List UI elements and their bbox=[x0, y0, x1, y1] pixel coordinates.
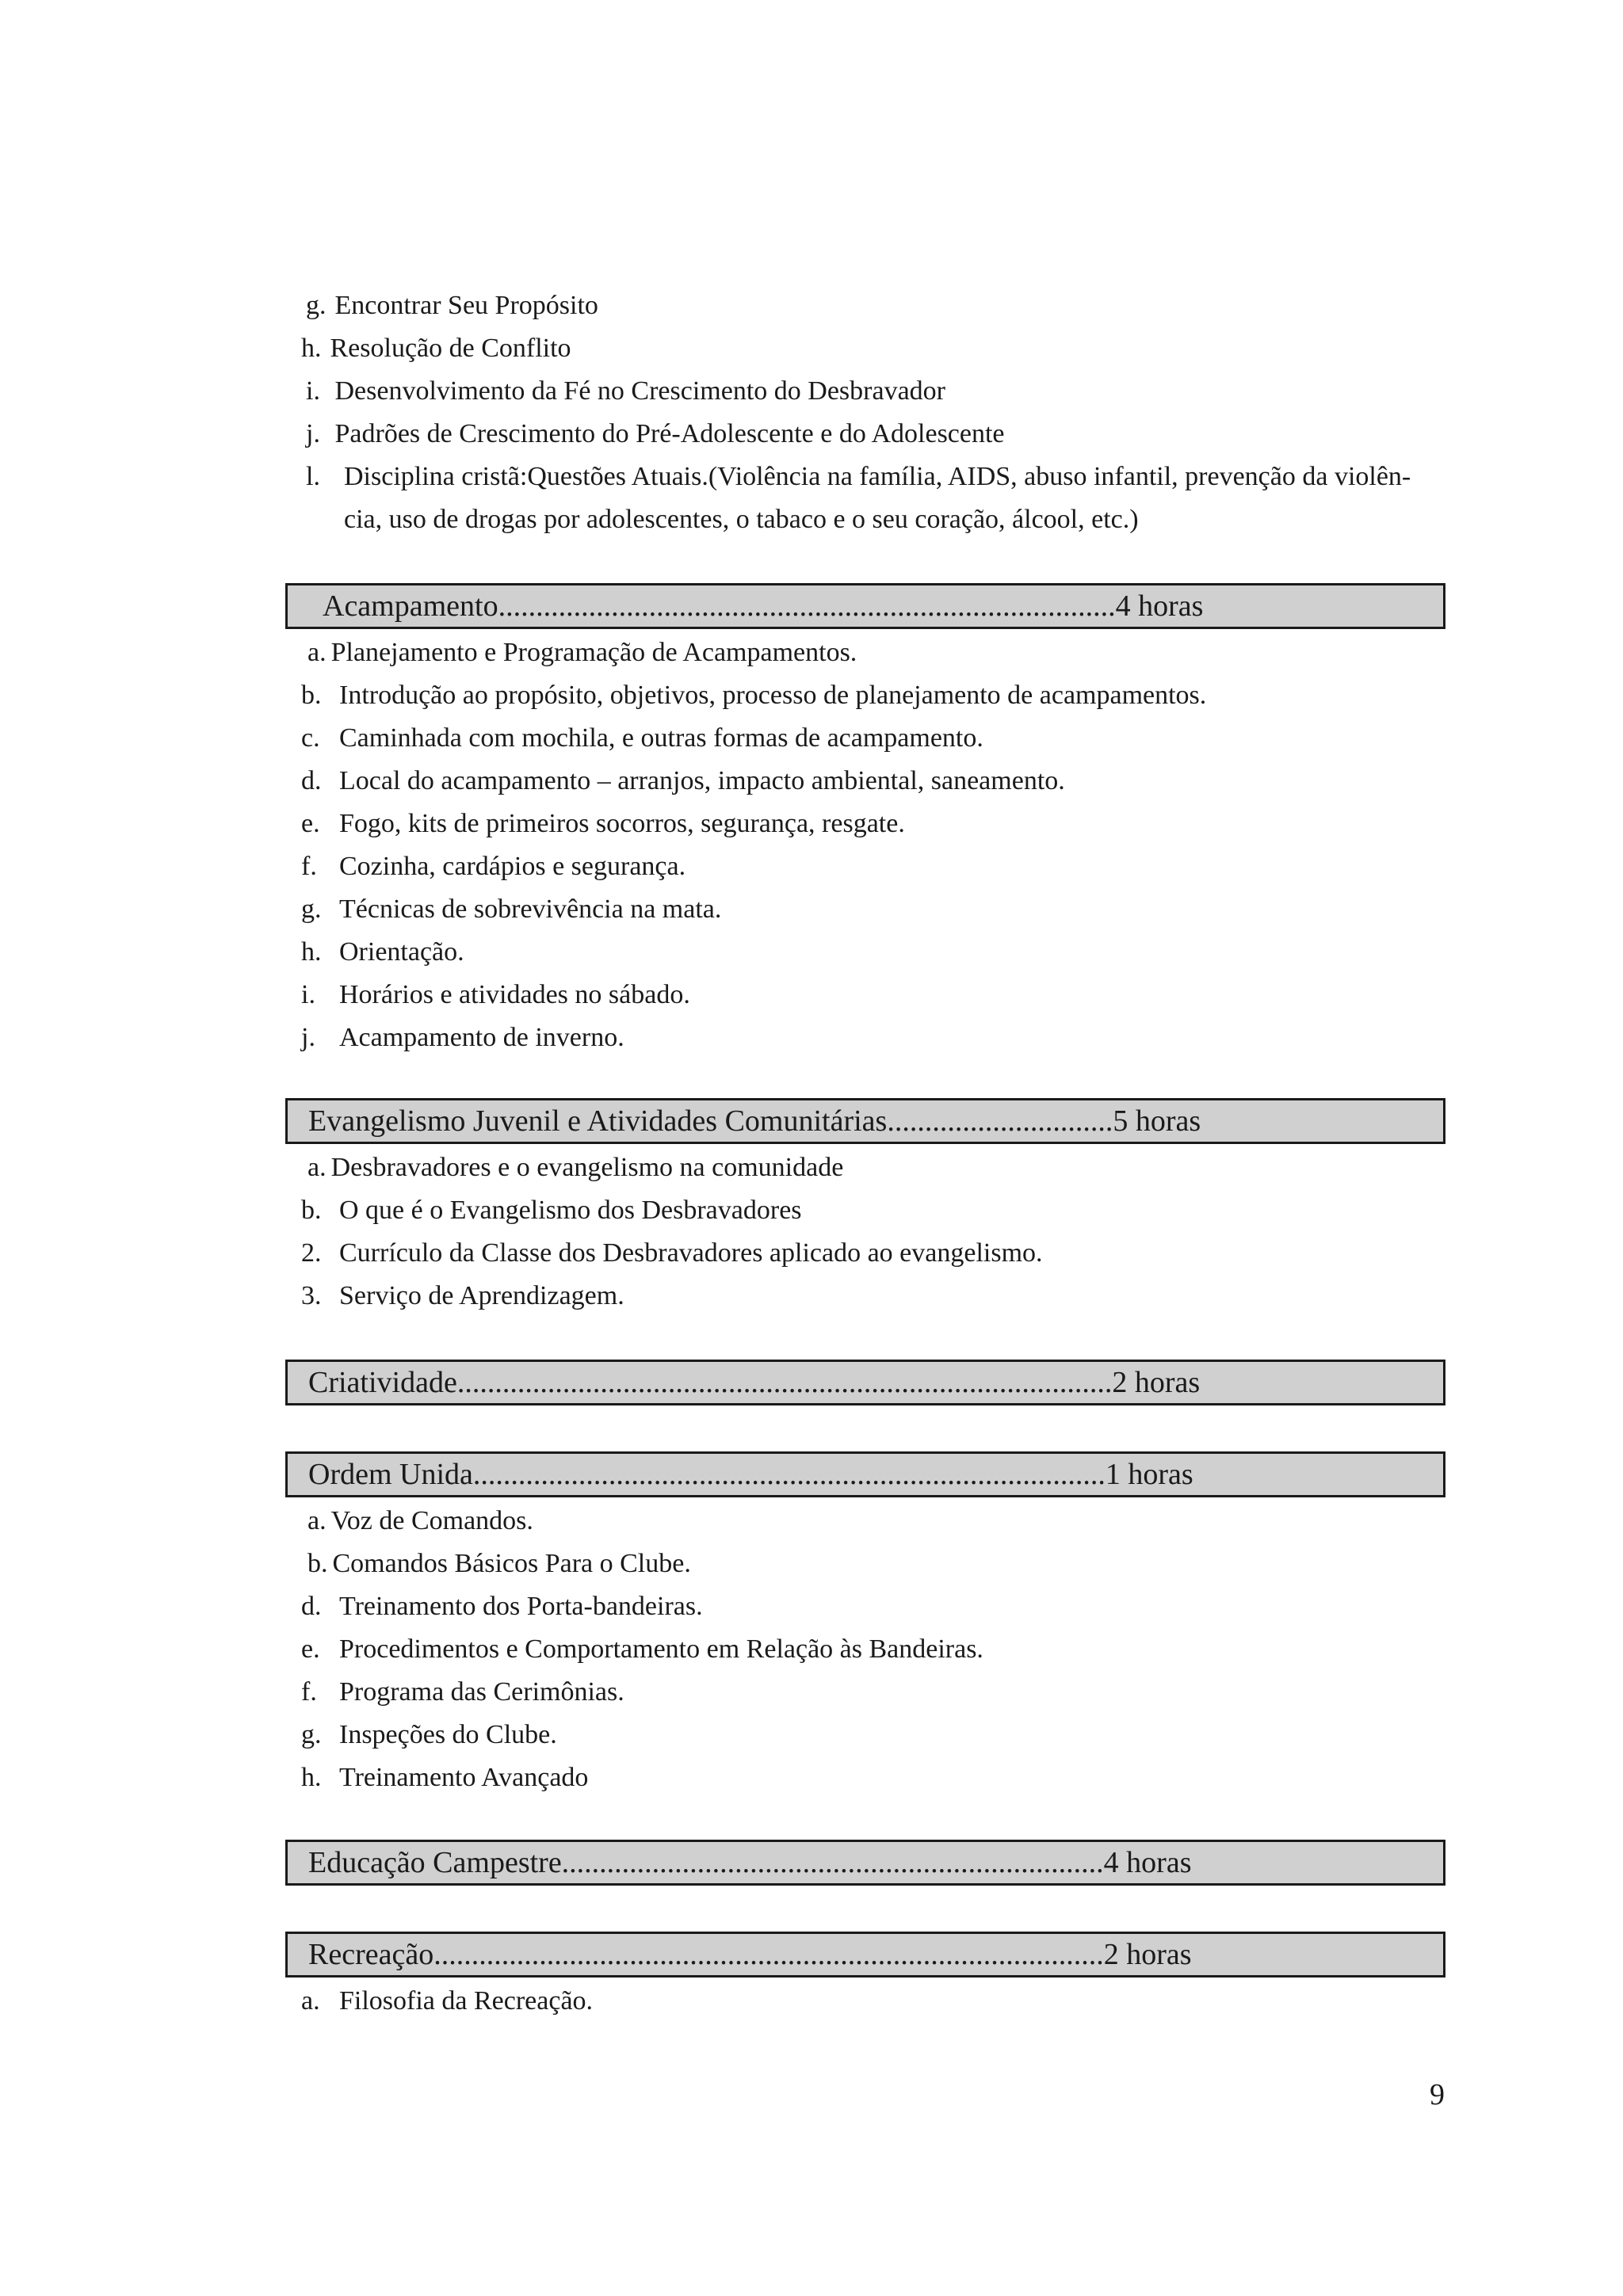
list-text: Voz de Comandos. bbox=[330, 1506, 533, 1535]
list-item bbox=[301, 333, 571, 364]
list-item bbox=[301, 851, 685, 883]
section-heading-label: Evangelismo Juvenil e Atividades Comunitárias..............................5 horas bbox=[308, 1104, 1201, 1138]
list-text: Treinamento dos Porta-bandeiras. bbox=[339, 1592, 703, 1621]
list-marker: d. bbox=[301, 1592, 322, 1621]
list-item bbox=[301, 1238, 1043, 1269]
list-item bbox=[306, 376, 945, 407]
list-text: Resolução de Conflito bbox=[330, 334, 571, 363]
list-item bbox=[301, 1195, 802, 1226]
list-item bbox=[301, 1280, 624, 1312]
list-item bbox=[301, 808, 905, 840]
list-item bbox=[307, 637, 857, 669]
list-text: Local do acampamento – arranjos, impacto ambiental, saneamento. bbox=[339, 766, 1065, 795]
list-marker: a. bbox=[307, 1153, 327, 1182]
list-marker: 3. bbox=[301, 1281, 322, 1310]
list-text: Disciplina cristã:Questões Atuais.(Violência na família, AIDS, abuso infantil, prevenção da violên- bbox=[344, 462, 1411, 491]
list-item bbox=[301, 1985, 593, 2017]
list-marker: h. bbox=[301, 334, 322, 363]
list-marker: 2. bbox=[301, 1238, 322, 1268]
list-marker: b. bbox=[301, 681, 322, 710]
list-text: Cozinha, cardápios e segurança. bbox=[339, 852, 686, 881]
list-text: Planejamento e Programação de Acampamentos. bbox=[330, 638, 857, 667]
list-marker: e. bbox=[301, 1634, 320, 1664]
section-heading-evangelismo bbox=[285, 1098, 1445, 1144]
list-item bbox=[301, 1634, 983, 1665]
list-text: Comandos Básicos Para o Clube. bbox=[332, 1549, 691, 1578]
list-marker: i. bbox=[306, 376, 320, 406]
section-heading-ordem-unida bbox=[285, 1451, 1445, 1497]
list-item bbox=[301, 1762, 588, 1794]
list-item bbox=[301, 979, 690, 1011]
list-text: Currículo da Classe dos Desbravadores aplicado ao evangelismo. bbox=[339, 1238, 1043, 1268]
section-heading-label: Criatividade.......................................................................................2 horas bbox=[308, 1366, 1201, 1399]
list-marker: j. bbox=[306, 419, 320, 448]
list-text: Caminhada com mochila, e outras formas de acampamento. bbox=[339, 723, 983, 753]
list-item bbox=[307, 1548, 691, 1580]
list-item bbox=[301, 1676, 624, 1708]
list-item bbox=[301, 1719, 557, 1751]
section-heading-educacao-campestre bbox=[285, 1840, 1445, 1886]
list-text: O que é o Evangelismo dos Desbravadores bbox=[339, 1196, 802, 1225]
list-marker: g. bbox=[301, 1720, 322, 1749]
section-heading-label: Educação Campestre........................................................................4 horas bbox=[308, 1846, 1192, 1879]
list-item bbox=[306, 461, 1411, 493]
list-text: Filosofia da Recreação. bbox=[339, 1986, 594, 2016]
list-marker: h. bbox=[301, 1763, 322, 1792]
list-item bbox=[306, 418, 1005, 450]
list-text: Fogo, kits de primeiros socorros, segurança, resgate. bbox=[339, 809, 905, 838]
list-item bbox=[301, 680, 1206, 711]
list-item bbox=[307, 1505, 533, 1537]
list-item bbox=[301, 723, 983, 754]
list-marker: j. bbox=[301, 1023, 315, 1052]
list-marker: b. bbox=[301, 1196, 322, 1225]
list-text: Programa das Cerimônias. bbox=[339, 1677, 624, 1707]
list-text: Orientação. bbox=[339, 937, 464, 967]
section-heading-recreacao bbox=[285, 1932, 1445, 1978]
list-text: Horários e atividades no sábado. bbox=[339, 980, 690, 1009]
list-item bbox=[301, 936, 464, 968]
list-text: Desbravadores e o evangelismo na comunidade bbox=[330, 1153, 844, 1182]
list-text: Técnicas de sobrevivência na mata. bbox=[339, 894, 722, 924]
page-number: 9 bbox=[1430, 2078, 1445, 2111]
list-marker: a. bbox=[307, 1506, 327, 1535]
list-item bbox=[301, 1022, 624, 1054]
list-marker: e. bbox=[301, 809, 320, 838]
list-text: Desenvolvimento da Fé no Crescimento do Desbravador bbox=[334, 376, 945, 406]
list-marker: h. bbox=[301, 937, 322, 967]
list-marker: a. bbox=[301, 1986, 320, 2016]
list-marker: i. bbox=[301, 980, 315, 1009]
section-heading-label: Ordem Unida....................................................................................1 horas bbox=[308, 1458, 1193, 1491]
list-text: Inspeções do Clube. bbox=[339, 1720, 557, 1749]
section-heading-criatividade bbox=[285, 1360, 1445, 1405]
list-marker: f. bbox=[301, 1677, 317, 1707]
list-marker: g. bbox=[301, 894, 322, 924]
list-item bbox=[301, 1591, 703, 1623]
list-text: Encontrar Seu Propósito bbox=[334, 291, 598, 320]
list-item bbox=[301, 894, 721, 925]
list-marker: l. bbox=[306, 462, 320, 491]
list-text: Procedimentos e Comportamento em Relação às Bandeiras. bbox=[339, 1634, 983, 1664]
list-marker: f. bbox=[301, 852, 317, 881]
list-text: Padrões de Crescimento do Pré-Adolescente e do Adolescente bbox=[334, 419, 1005, 448]
list-marker: d. bbox=[301, 766, 322, 795]
section-heading-label: Recreação.........................................................................................2 horas bbox=[308, 1938, 1192, 1971]
list-text: Acampamento de inverno. bbox=[339, 1023, 624, 1052]
section-heading-label: Acampamento..................................................................................4 horas bbox=[323, 589, 1204, 623]
list-text: Treinamento Avançado bbox=[339, 1763, 589, 1792]
section-heading-acampamento bbox=[285, 583, 1445, 629]
list-marker: g. bbox=[306, 291, 327, 320]
list-item bbox=[307, 1152, 843, 1184]
list-text: Serviço de Aprendizagem. bbox=[339, 1281, 624, 1310]
list-item bbox=[301, 765, 1065, 797]
list-marker: b. bbox=[307, 1549, 328, 1578]
list-marker: c. bbox=[301, 723, 320, 753]
list-text: Introdução ao propósito, objetivos, processo de planejamento de acampamentos. bbox=[339, 681, 1207, 710]
list-marker: a. bbox=[307, 638, 327, 667]
list-text-continuation: cia, uso de drogas por adolescentes, o tabaco e o seu coração, álcool, etc.) bbox=[344, 505, 1139, 534]
list-item bbox=[306, 290, 598, 322]
